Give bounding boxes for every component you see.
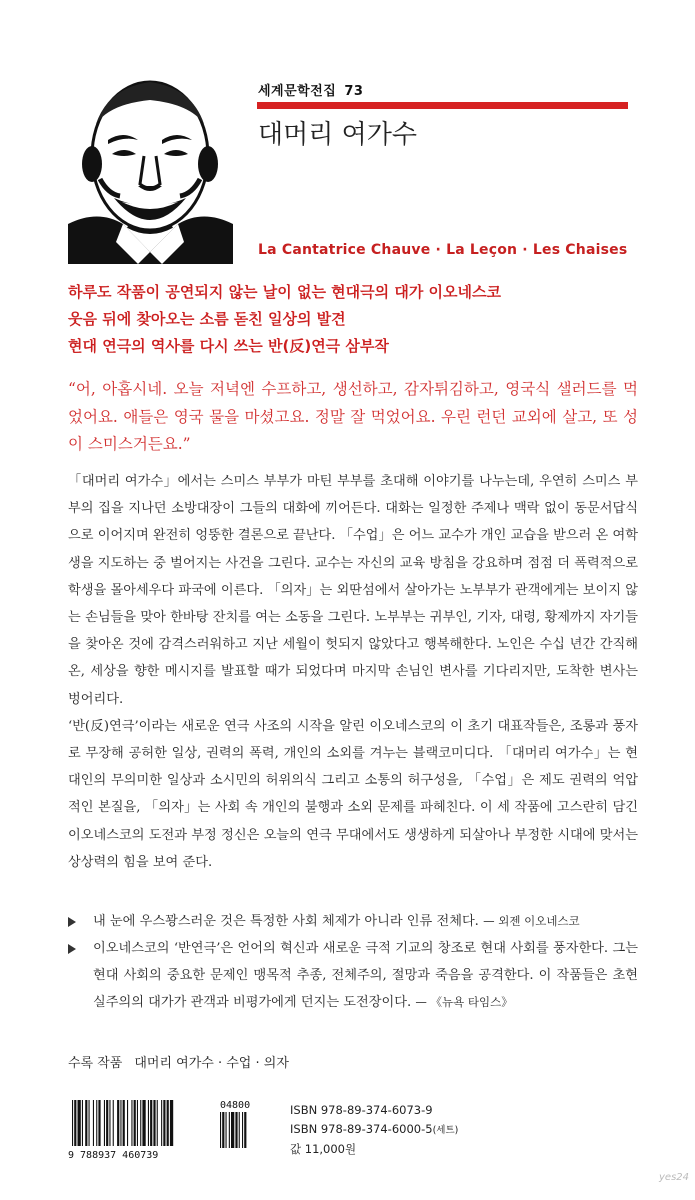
- barcode-addon-bar: [226, 1112, 227, 1148]
- barcode-bar: [131, 1100, 132, 1146]
- review-item: [68, 908, 638, 935]
- barcode-digits: 9 788937 460739: [68, 1150, 159, 1160]
- book-title: 대머리 여가수: [258, 120, 417, 150]
- barcode-bar: [113, 1100, 114, 1146]
- barcode-bar: [170, 1100, 173, 1146]
- barcode-image: [68, 1098, 268, 1160]
- header-divider: [257, 102, 628, 109]
- isbn-line-set: [290, 1120, 458, 1140]
- barcode-bar: [142, 1100, 145, 1146]
- review-text: 이오네스코의 ‘반연극’은 언어의 혁신과 새로운 극적 기교의 창조로 현대 사회를 풍자한다. 그는 현대 사회의 중요한 문제인 맹목적 추종, 전체주의, 절망과 죽음을 공격한다. 이 작품들은 초현실주의의 대가가 관객과 비평가에게 던지는 도전장이다.: [93, 941, 638, 1010]
- barcode-bar: [85, 1100, 87, 1146]
- excerpt-quote: “어, 아홉시네. 오늘 저녁엔 수프하고, 생선하고, 감자튀김하고, 영국식 샐러드를 먹었어요. 애들은 영국 물을 마셨고요. 정말 잘 먹었어요. 우린 런던 교외에 살고, 또 성이 스미스거든요.”: [68, 380, 638, 453]
- barcode-addon-bar: [222, 1112, 224, 1148]
- barcode-bar: [148, 1100, 149, 1146]
- barcode-bar: [127, 1100, 128, 1146]
- barcode-bar: [167, 1100, 169, 1146]
- barcode-bar: [78, 1100, 81, 1146]
- contents-label: 수록 작품: [68, 1056, 123, 1071]
- barcode-bar: [163, 1100, 165, 1146]
- series-number: 73: [344, 84, 364, 99]
- contents-items: 대머리 여가수 · 수업 · 의자: [134, 1056, 289, 1071]
- synopsis-paragraph: ‘반(反)연극’이라는 새로운 연극 사조의 시작을 알린 이오네스코의 이 초기 대표작들은, 조롱과 풍자로 무장해 공허한 일상, 권력의 폭력, 개인의 소외를 겨누는 블랙코미디다. 「대머리 여가수」는 현대인의 무의미한 일상과 소시민의 허위의식 그리고 소통의 허구성을, 「수업」은 제도 권력의 억압적인 본질을, 「의자」는 사회 속 개인의 불행과 소외 문제를 파헤친다. 이 세 작품에 고스란히 담긴 이오네스코의 도전과 부정 정신은 오늘의 연극 무대에서도 생생하게 되살아나 부정한 시대에 맞서는 상상력의 힘을 보여 준다.: [68, 718, 638, 870]
- barcode-bar: [109, 1100, 110, 1146]
- barcode-addon-bar: [235, 1112, 237, 1148]
- taglines: [68, 279, 638, 360]
- triangle-bullet-icon: [68, 917, 76, 927]
- review-item: [68, 935, 638, 1016]
- barcode-bar: [123, 1100, 125, 1146]
- barcode-bar: [161, 1100, 162, 1146]
- synopsis: [68, 468, 638, 876]
- isbn-line: ISBN 978-89-374-6000-5: [290, 1122, 433, 1136]
- barcode-bar: [72, 1100, 73, 1146]
- barcode-addon-bar: [242, 1112, 243, 1148]
- barcode-bar: [104, 1100, 105, 1146]
- barcode-bar: [82, 1100, 83, 1146]
- barcode-addon-bar: [229, 1112, 230, 1148]
- barcode-bar: [98, 1100, 100, 1146]
- contents-list: [68, 1052, 289, 1071]
- barcode-addon-bar: [220, 1112, 221, 1148]
- review-source: — 외젠 이오네스코: [483, 914, 580, 928]
- tagline: 웃음 뒤에 찾아오는 소름 돋친 일상의 발견: [68, 310, 346, 328]
- barcode-bar: [134, 1100, 136, 1146]
- author-portrait-image: [68, 74, 233, 264]
- barcode: [68, 1098, 268, 1160]
- barcode-bar: [96, 1100, 97, 1146]
- watermark-logo: yes24: [659, 1172, 690, 1183]
- barcode-bar: [137, 1100, 138, 1146]
- barcode-addon-bar: [231, 1112, 234, 1148]
- barcode-addon-bar: [244, 1112, 246, 1148]
- review-text: 내 눈에 우스꽝스러운 것은 특정한 사회 체제가 아니라 인류 전체다.: [93, 914, 479, 929]
- tagline: 하루도 작품이 공연되지 않는 날이 없는 현대극의 대가 이오네스코: [68, 283, 502, 301]
- barcode-bar: [106, 1100, 108, 1146]
- barcode-bar: [93, 1100, 94, 1146]
- tagline: 현대 연극의 역사를 다시 쓰는 반(反)연극 삼부작: [68, 337, 389, 355]
- reviews: [68, 908, 638, 1016]
- triangle-bullet-icon: [68, 944, 76, 954]
- barcode-bar: [157, 1100, 158, 1146]
- barcode-bar: [117, 1100, 119, 1146]
- series-name: 세계문학전집: [258, 84, 337, 99]
- barcode-bar: [89, 1100, 90, 1146]
- barcode-bar: [140, 1100, 141, 1146]
- barcode-addon-bar: [239, 1112, 240, 1148]
- series-label: [258, 80, 363, 99]
- barcode-bar: [74, 1100, 76, 1146]
- author-portrait: [68, 74, 233, 264]
- price: 값 11,000원: [290, 1142, 357, 1156]
- isbn-block: [290, 1101, 458, 1159]
- synopsis-paragraph: 「대머리 여가수」에서는 스미스 부부가 마틴 부부를 초대해 이야기를 나누는데, 우연히 스미스 부부의 집을 지나던 소방대장이 그들의 대화에 끼어든다. 대화는 일정한 주제나 맥락 없이 동문서답식으로 이어지며 완전히 엉뚱한 결론으로 끝난다. 「수업」은 어느 교수가 개인 교습을 받으러 온 여학생을 지도하는 중 벌어지는 사건을 그린다. 교수는 자신의 교육 방침을 강요하며 점점 더 폭력적으로 학생을 몰아세우다 파국에 이른다. 「의자」는 외딴섬에서 살아가는 노부부가 관객에게는 보이지 않는 손님들을 맞아 한바탕 잔치를 여는 소동을 그린다. 노부부는 귀부인, 기자, 대령, 황제까지 자기들을 찾아온 것에 감격스러워하고 지난 세월이 헛되지 않았다고 행복해한다. 노인은 수십 년간 간직해 온, 세상을 향한 메시지를 발표할 때가 되었다며 마지막 손님인 변사를 기다리지만, 도착한 변사는 벙어리다.: [68, 474, 638, 707]
- barcode-addon: 04800: [220, 1100, 251, 1111]
- review-source: — 《뉴욕 타임스》: [415, 995, 513, 1009]
- barcode-bar: [153, 1100, 155, 1146]
- isbn-line: ISBN 978-89-374-6073-9: [290, 1103, 433, 1117]
- original-titles: La Cantatrice Chauve · La Leçon · Les Chaises: [258, 242, 628, 258]
- isbn-set-note: (세트): [432, 1125, 459, 1136]
- barcode-bar: [150, 1100, 152, 1146]
- barcode-bar: [120, 1100, 121, 1146]
